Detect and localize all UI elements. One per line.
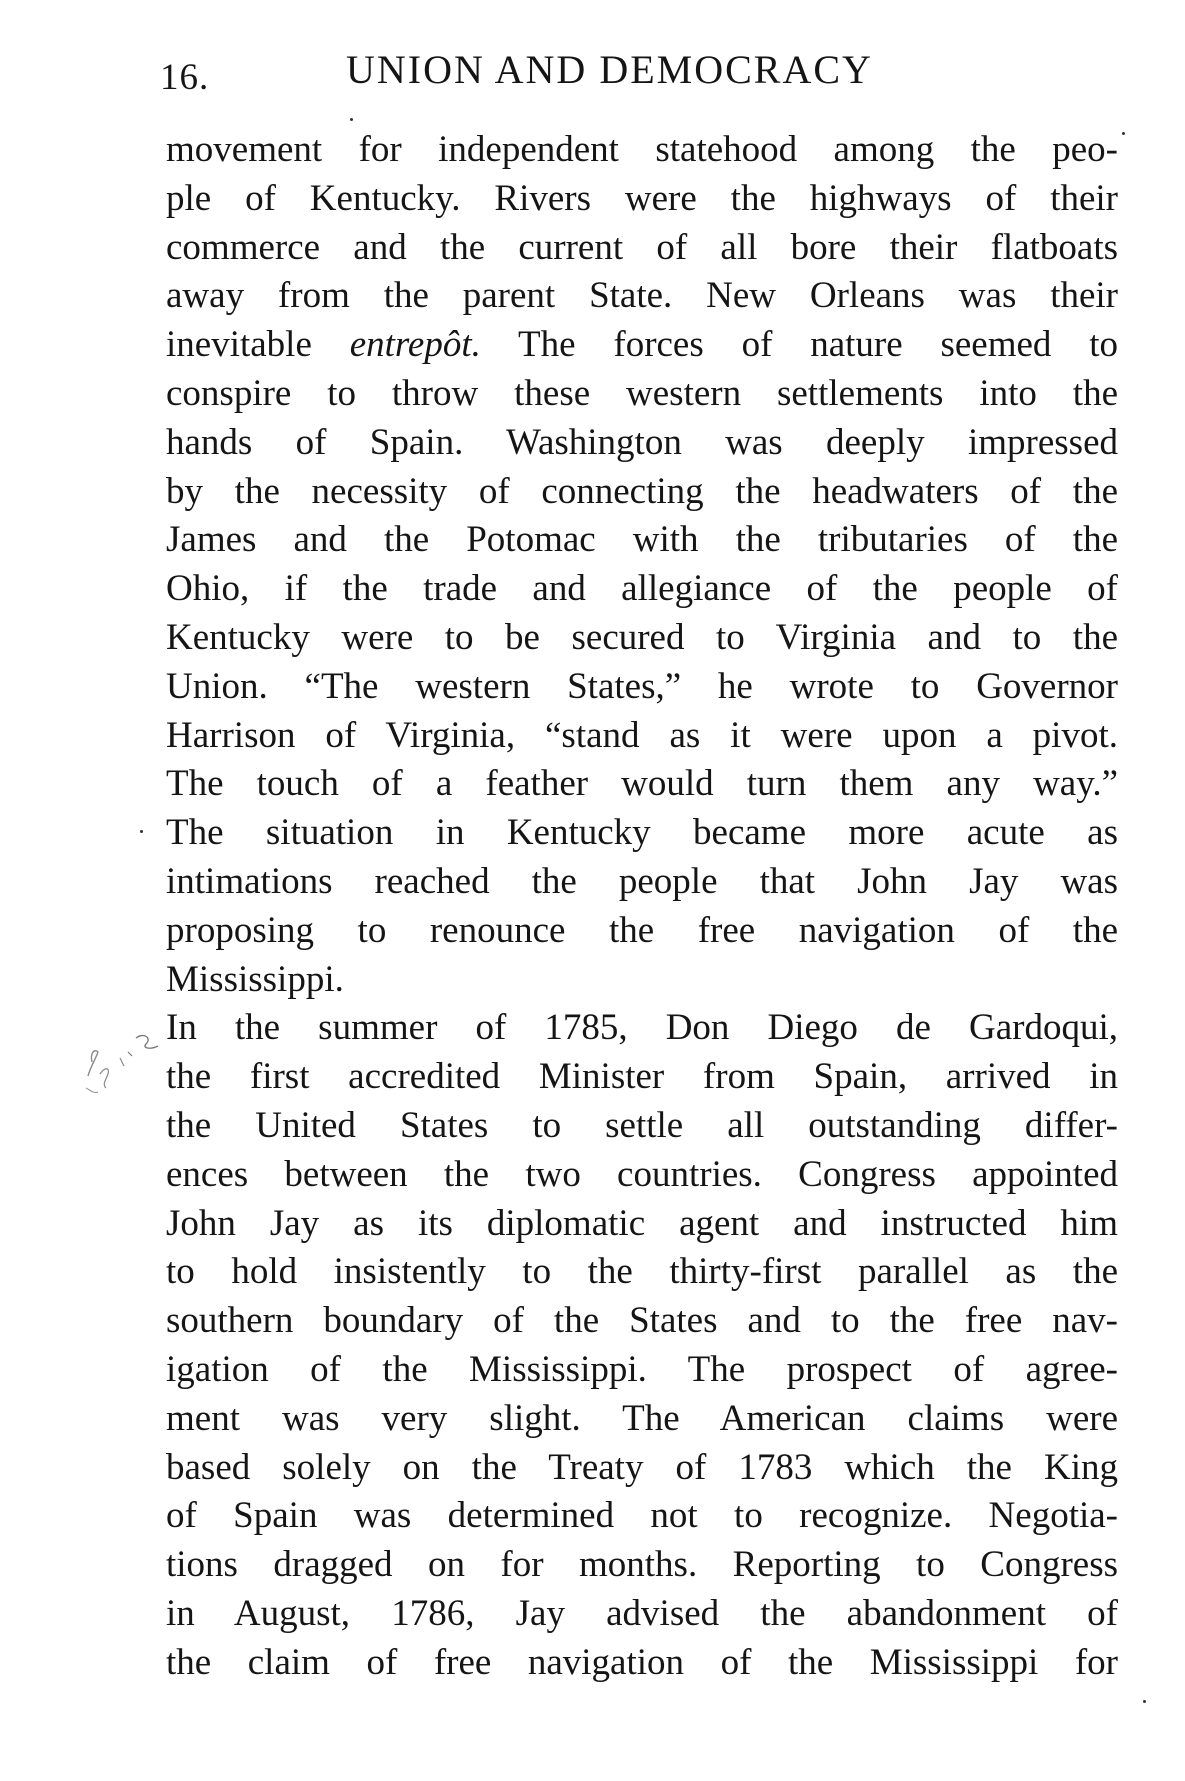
text-line: the claim of free navigation of the Mississippi for [166,1641,1118,1683]
text-line: Kentucky were to be secured to Virginia and to the [166,616,1118,658]
paper-speck [350,118,353,121]
text-line: to hold insistently to the thirty-first parallel as the [166,1251,1118,1293]
paper-speck [1143,1700,1146,1703]
text-line: hands of Spain. Washington was deeply impressed [166,421,1118,463]
text-line [166,321,1118,370]
italic-term: entrepôt. [349,324,481,366]
text-line: southern boundary of the States and to the free nav- [166,1300,1118,1342]
text-line: of Spain was determined not to recognize. Negotia- [166,1495,1118,1537]
text-line: movement for independent statehood among the peo- [166,129,1118,170]
text-line: away from the parent State. New Orleans was their [166,275,1118,317]
text-segment: The forces of nature seemed to [480,324,1118,366]
text-line: in August, 1786, Jay advised the abandonment of [166,1592,1118,1634]
paragraph-2 [166,1004,1118,1687]
text-segment: inevitable [166,324,350,366]
text-line: ences between the two countries. Congress appointed [166,1153,1118,1195]
text-line: Ohio, if the trade and allegiance of the people of [166,568,1118,610]
text-line: ment was very slight. The American claims were [166,1397,1118,1439]
text-line: The touch of a feather would turn them any way.” [166,763,1118,805]
text-line: ple of Kentucky. Rivers were the highways of their [166,177,1118,219]
page-number: 16. [160,57,210,98]
margin-pencil-mark [84,1028,176,1106]
text-line: proposing to renounce the free navigation of the [166,909,1118,951]
text-line: conspire to throw these western settlements into the [166,372,1118,414]
text-line: the first accredited Minister from Spain, arrived in [166,1056,1118,1098]
text-line: igation of the Mississippi. The prospect of agree- [166,1348,1118,1390]
paper-speck [140,830,143,833]
text-line: Harrison of Virginia, “stand as it were upon a pivot. [166,714,1118,756]
text-line: The situation in Kentucky became more acute as [166,812,1118,854]
running-head [160,46,1100,106]
paragraph-1 [166,126,1118,1004]
text-line: tions dragged on for months. Reporting to Congress [166,1544,1118,1586]
paper-speck [1122,132,1125,135]
text-line: commerce and the current of all bore their flatboats [166,226,1118,268]
text-line: Mississippi. [166,958,344,1000]
body-text [166,126,1118,1688]
text-line: based solely on the Treaty of 1783 which the King [166,1446,1118,1488]
text-line: Union. “The western States,” he wrote to Governor [166,665,1118,707]
text-line: In the summer of 1785, Don Diego de Gardoqui, [166,1007,1118,1049]
running-title: UNION AND DEMOCRACY [346,47,873,92]
text-line: the United States to settle all outstanding differ- [166,1104,1118,1146]
text-line: James and the Potomac with the tributaries of the [166,519,1118,561]
text-line: by the necessity of connecting the headwaters of the [166,470,1118,512]
text-line: intimations reached the people that John Jay was [166,860,1118,902]
text-line: John Jay as its diplomatic agent and instructed him [166,1202,1118,1244]
